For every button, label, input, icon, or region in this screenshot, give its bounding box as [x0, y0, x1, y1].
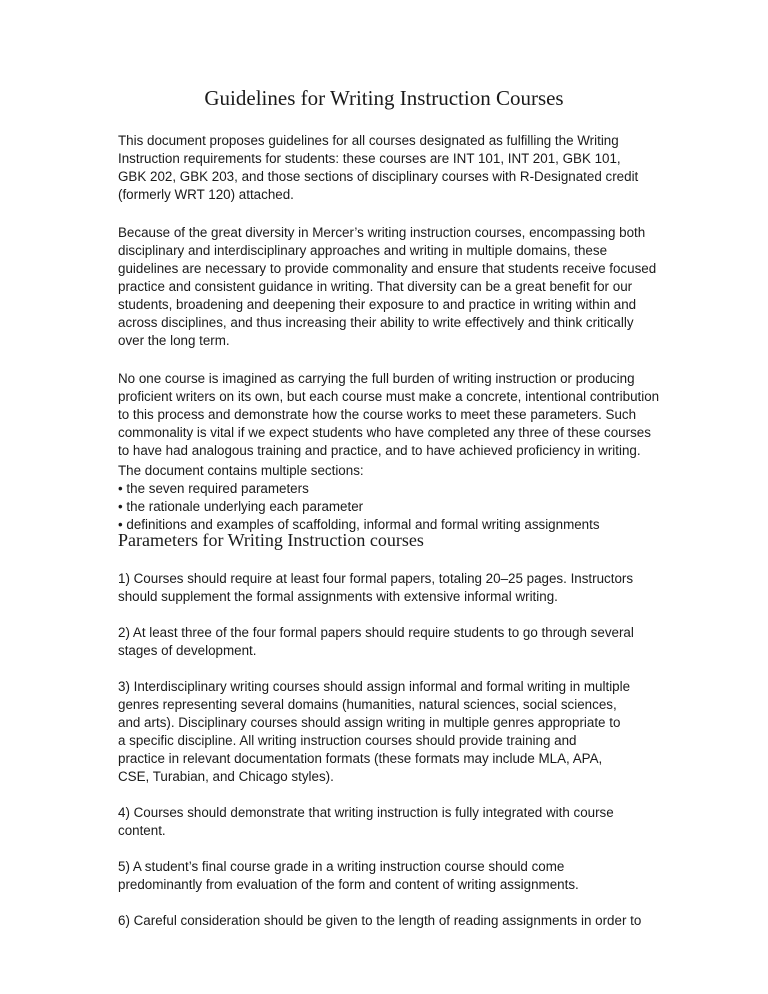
text-line: and arts). Disciplinary courses should assign writing in multiple genres appropriate to [118, 715, 621, 730]
text-line: content. [118, 823, 166, 838]
section-heading: Parameters for Writing Instruction courses [118, 530, 424, 550]
text-line: 6) Careful consideration should be given to the length of reading assignments in order to [118, 913, 642, 928]
parameter-1 [118, 570, 658, 606]
text-line: commonality is vital if we expect students who have completed any three of these courses [118, 425, 651, 440]
text-line: guidelines are necessary to provide commonality and ensure that students receive focused [118, 261, 657, 276]
parameter-6 [118, 912, 658, 930]
text-line: practice and consistent guidance in writing. That diversity can be a great benefit for our [118, 279, 633, 294]
text-line: genres representing several domains (humanities, natural sciences, social sciences, [118, 697, 617, 712]
text-line: Because of the great diversity in Mercer’s writing instruction courses, encompassing both [118, 225, 646, 240]
text-line: practice in relevant documentation formats (these formats may include MLA, APA, [118, 751, 603, 766]
parameter-5 [118, 858, 658, 894]
text-line: 5) A student’s final course grade in a writing instruction course should come [118, 859, 565, 874]
text-line: 3) Interdisciplinary writing courses should assign informal and formal writing in multiple [118, 679, 631, 694]
text-line: Instruction requirements for students: these courses are INT 101, INT 201, GBK 101, [118, 151, 621, 166]
text-line: 1) Courses should require at least four formal papers, totaling 20–25 pages. Instructors [118, 571, 634, 586]
text-line: GBK 202, GBK 203, and those sections of disciplinary courses with R-Designated credit [118, 169, 639, 184]
text-line: a specific discipline. All writing instruction courses should provide training and [118, 733, 577, 748]
text-line: predominantly from evaluation of the form and content of writing assignments. [118, 877, 579, 892]
text-line: across disciplines, and thus increasing their ability to write effectively and think critically [118, 315, 634, 330]
parameter-3 [118, 678, 658, 786]
text-line: to this process and demonstrate how the course works to meet these parameters. Such [118, 407, 637, 422]
list-item: • the rationale underlying each parameter [118, 499, 364, 514]
intro-paragraph-3 [118, 370, 658, 460]
intro-paragraph-2 [118, 224, 658, 350]
text-line: disciplinary and interdisciplinary approaches and writing in multiple domains, these [118, 243, 608, 258]
text-line: The document contains multiple sections: [118, 463, 364, 478]
text-line: to have had analogous training and practice, and to have achieved proficiency in writing. [118, 443, 641, 458]
parameter-4 [118, 804, 658, 840]
text-line: This document proposes guidelines for all courses designated as fulfilling the Writing [118, 133, 619, 148]
intro-paragraph-1 [118, 132, 658, 204]
list-item: • the seven required parameters [118, 481, 309, 496]
text-line: stages of development. [118, 643, 257, 658]
text-line: students, broadening and deepening their exposure to and practice in writing within and [118, 297, 637, 312]
text-line: (formerly WRT 120) attached. [118, 187, 294, 202]
text-line: No one course is imagined as carrying the full burden of writing instruction or producing [118, 371, 635, 386]
document-title: Guidelines for Writing Instruction Courses [204, 86, 564, 110]
text-line: should supplement the formal assignments with extensive informal writing. [118, 589, 558, 604]
parameter-2 [118, 624, 658, 660]
text-line: proficient writers on its own, but each course must make a concrete, intentional contribution [118, 389, 660, 404]
text-line: 2) At least three of the four formal papers should require students to go through several [118, 625, 634, 640]
intro-paragraph-4 [118, 462, 658, 534]
text-line: over the long term. [118, 333, 230, 348]
text-line: 4) Courses should demonstrate that writing instruction is fully integrated with course [118, 805, 614, 820]
list-item: • definitions and examples of scaffolding, informal and formal writing assignments [118, 517, 600, 532]
text-line: CSE, Turabian, and Chicago styles). [118, 769, 334, 784]
